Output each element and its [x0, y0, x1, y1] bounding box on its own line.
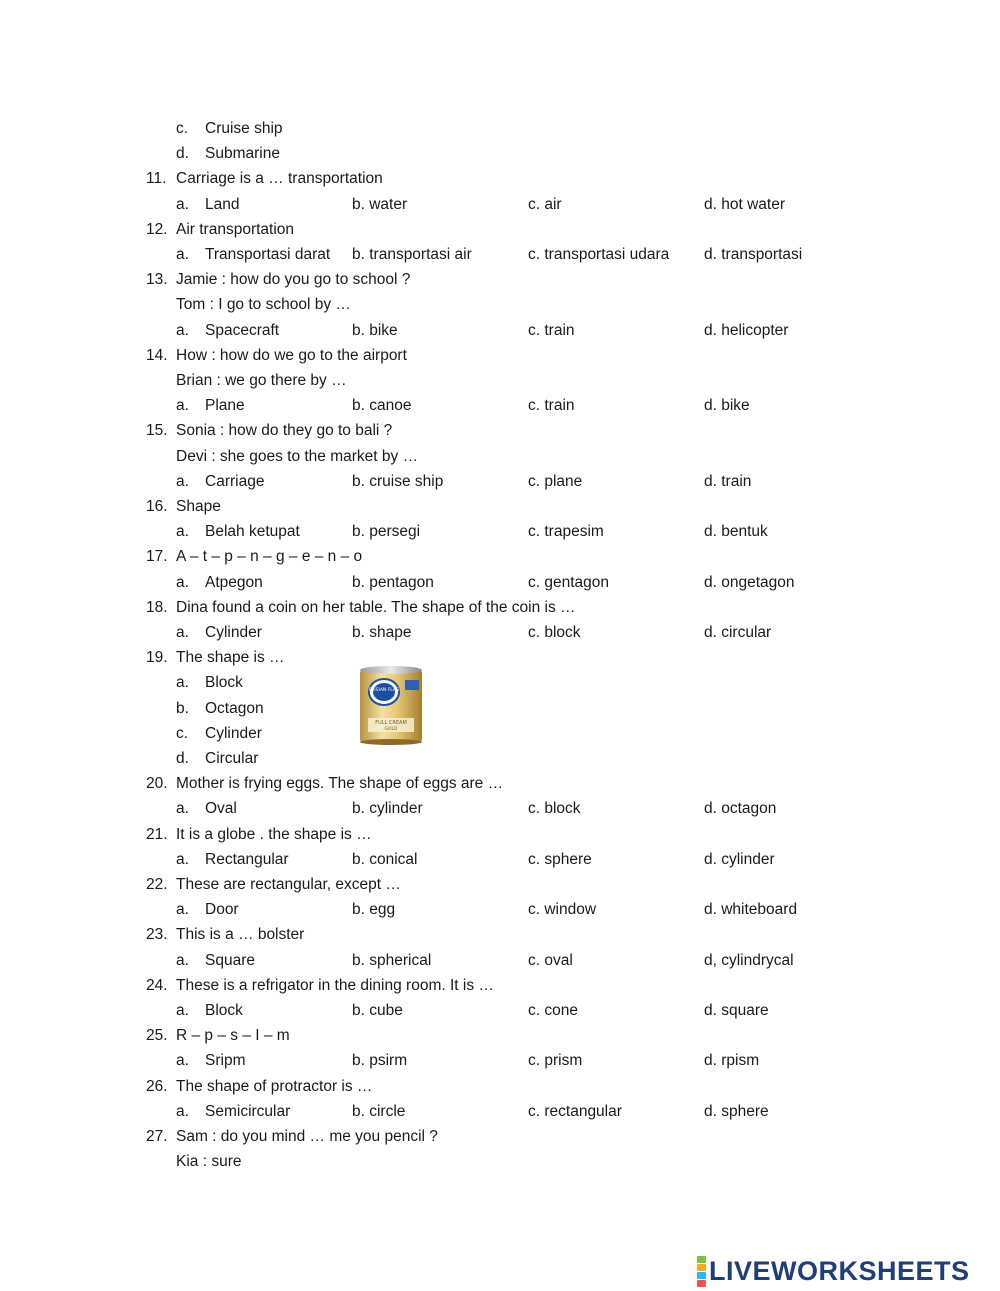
option-b[interactable]: b. pentagon: [352, 573, 434, 591]
option-letter: c.: [176, 120, 189, 137]
option-a[interactable]: Square: [205, 951, 255, 969]
question-row: [0, 544, 1000, 569]
question-number: 12.: [146, 220, 168, 238]
options-row: [0, 796, 1000, 821]
option-row: [0, 746, 1000, 771]
question-row: [0, 771, 1000, 796]
options-row: [0, 318, 1000, 343]
option-a-letter: a.: [176, 472, 189, 490]
option-d[interactable]: d. octagon: [704, 800, 777, 818]
option-a-letter: a.: [176, 195, 189, 213]
option-c[interactable]: c. train: [528, 321, 575, 339]
question-text: Sam : do you mind … me you pencil ?: [176, 1128, 438, 1145]
option-c[interactable]: c. cone: [528, 1002, 578, 1019]
option-c[interactable]: c. block: [528, 624, 581, 641]
option-a-letter: a.: [176, 1102, 189, 1120]
options-row: [0, 1099, 1000, 1124]
option-letter: c.: [176, 724, 189, 742]
option-a[interactable]: Spacecraft: [205, 321, 280, 339]
option-d[interactable]: d. cylinder: [704, 850, 775, 868]
option-c[interactable]: c. window: [528, 901, 597, 919]
option-text[interactable]: Cruise ship: [205, 120, 283, 137]
question-text: Jamie : how do you go to school ?: [176, 271, 411, 289]
question-text: Air transportation: [176, 220, 295, 238]
option-a[interactable]: Door: [205, 901, 239, 919]
question-number: 21.: [146, 825, 168, 843]
can-product-text: FULL CREAM: [375, 720, 407, 726]
options-row: [0, 570, 1000, 595]
question-number: 15.: [146, 422, 168, 440]
option-b[interactable]: b. transportasi air: [352, 246, 472, 263]
question-row: [0, 494, 1000, 519]
question-number: 26.: [146, 1077, 168, 1095]
question-text: How : how do we go to the airport: [176, 346, 407, 364]
question-text: Mother is frying eggs. The shape of eggs are …: [176, 775, 504, 793]
option-b[interactable]: b. shape: [352, 624, 412, 641]
question-number: 25.: [146, 1027, 168, 1045]
question-text: These is a refrigator in the dining room. It is …: [176, 976, 494, 994]
options-row: [0, 897, 1000, 922]
option-a-letter: a.: [176, 624, 189, 641]
logo-block: [697, 1280, 706, 1287]
option-a[interactable]: Rectangular: [205, 850, 289, 868]
option-d[interactable]: d. bike: [704, 397, 750, 415]
option-a[interactable]: Belah ketupat: [205, 523, 300, 541]
option-a[interactable]: Sripm: [205, 1052, 246, 1070]
logo-block: [697, 1272, 706, 1279]
option-letter: a.: [176, 674, 189, 692]
option-letter: d.: [176, 145, 189, 163]
question-text: R – p – s – I – m: [176, 1027, 290, 1045]
option-d[interactable]: d. train: [704, 472, 752, 490]
options-row: [0, 847, 1000, 872]
option-b[interactable]: b. bike: [352, 321, 398, 339]
options-row: [0, 519, 1000, 544]
option-letter: b.: [176, 699, 189, 717]
option-row: [0, 141, 1000, 166]
option-b[interactable]: b. cube: [352, 1002, 403, 1019]
option-a-letter: a.: [176, 523, 189, 541]
option-c[interactable]: c. train: [528, 397, 575, 415]
option-b[interactable]: b. cruise ship: [352, 472, 444, 490]
option-c[interactable]: c. gentagon: [528, 573, 610, 591]
logo-text: LIVEWORKSHEETS: [709, 1255, 970, 1286]
milk-can-image: [358, 664, 424, 746]
question-dialog-row: [0, 292, 1000, 317]
option-c[interactable]: c. rectangular: [528, 1102, 622, 1120]
option-d[interactable]: d. rpism: [704, 1052, 760, 1070]
question-row: [0, 645, 1000, 670]
option-a-letter: a.: [176, 1052, 189, 1070]
option-d[interactable]: d. square: [704, 1002, 769, 1019]
question-text: The shape of protractor is …: [176, 1077, 373, 1095]
option-c[interactable]: c. oval: [528, 951, 573, 969]
options-row: [0, 192, 1000, 217]
question-row: [0, 418, 1000, 443]
options-row: [0, 998, 1000, 1023]
option-text[interactable]: Submarine: [205, 145, 280, 163]
question-number: 22.: [146, 876, 168, 893]
options-row: [0, 242, 1000, 267]
option-d[interactable]: d, cylindrycal: [704, 951, 794, 969]
option-row: [0, 116, 1000, 141]
liveworksheets-logo: [697, 1255, 970, 1287]
question-number: 24.: [146, 976, 168, 994]
option-d[interactable]: d. circular: [704, 624, 772, 641]
question-dialog-row: [0, 368, 1000, 393]
option-b[interactable]: b. spherical: [352, 951, 432, 969]
option-c[interactable]: c. plane: [528, 472, 583, 490]
option-a-letter: a.: [176, 901, 189, 919]
option-a[interactable]: Cylinder: [205, 624, 262, 641]
can-brand-line1: FRISIAN FLAG: [368, 688, 400, 693]
option-d[interactable]: d. helicopter: [704, 321, 789, 339]
option-c[interactable]: c. prism: [528, 1052, 583, 1070]
question-text: Brian : we go there by …: [176, 372, 347, 389]
question-row: [0, 822, 1000, 847]
logo-color-blocks-icon: [697, 1256, 706, 1287]
option-a-letter: a.: [176, 246, 189, 263]
question-row: [0, 922, 1000, 947]
question-row: [0, 1023, 1000, 1048]
option-a[interactable]: Oval: [205, 800, 237, 818]
question-row: [0, 343, 1000, 368]
option-b[interactable]: b. psirm: [352, 1052, 408, 1070]
option-a[interactable]: Block: [205, 1002, 243, 1019]
option-d[interactable]: d. ongetagon: [704, 573, 795, 591]
option-a[interactable]: Plane: [205, 397, 245, 415]
option-b[interactable]: b. water: [352, 195, 408, 213]
option-b[interactable]: b. conical: [352, 850, 418, 868]
options-row: [0, 948, 1000, 973]
options-row: [0, 620, 1000, 645]
can-lid: [360, 666, 422, 674]
question-text: It is a globe . the shape is …: [176, 825, 372, 843]
option-a-letter: a.: [176, 1002, 189, 1019]
question-number: 13.: [146, 271, 168, 289]
logo-block: [697, 1256, 706, 1263]
option-c[interactable]: c. air: [528, 195, 562, 213]
question-text: This is a … bolster: [176, 926, 305, 944]
option-a-letter: a.: [176, 573, 189, 591]
option-a-letter: a.: [176, 321, 189, 339]
can-variant-text: GOLD: [384, 727, 398, 732]
option-a[interactable]: Land: [205, 195, 240, 213]
option-a[interactable]: Transportasi darat: [205, 246, 331, 263]
question-text: Sonia : how do they go to bali ?: [176, 422, 393, 440]
option-b[interactable]: b. persegi: [352, 523, 421, 541]
question-row: [0, 872, 1000, 897]
question-text: Dina found a coin on her table. The shape of the coin is …: [176, 598, 576, 616]
option-b[interactable]: b. canoe: [352, 397, 412, 415]
question-text: Carriage is a … transportation: [176, 170, 383, 188]
question-dialog-row: [0, 444, 1000, 469]
question-dialog-row: [0, 1149, 1000, 1174]
option-text[interactable]: Block: [205, 674, 243, 692]
option-a-letter: a.: [176, 850, 189, 868]
option-row: [0, 696, 1000, 721]
question-number: 19.: [146, 649, 168, 667]
question-number: 16.: [146, 498, 168, 515]
question-number: 11.: [146, 170, 167, 188]
option-c[interactable]: c. sphere: [528, 850, 592, 868]
question-text: These are rectangular, except …: [176, 876, 401, 893]
option-d[interactable]: d. sphere: [704, 1102, 769, 1120]
question-number: 14.: [146, 346, 168, 364]
logo-block: [697, 1264, 706, 1271]
options-row: [0, 1048, 1000, 1073]
option-a-letter: a.: [176, 800, 189, 818]
question-number: 20.: [146, 775, 168, 793]
question-text: Tom : I go to school by …: [176, 296, 351, 314]
option-d[interactable]: d. transportasi: [704, 246, 803, 263]
question-row: [0, 1074, 1000, 1099]
option-a[interactable]: Atpegon: [205, 573, 263, 591]
question-number: 17.: [146, 548, 168, 566]
option-b[interactable]: b. cylinder: [352, 800, 423, 818]
option-b[interactable]: b. egg: [352, 901, 396, 919]
option-c[interactable]: c. block: [528, 800, 581, 818]
question-text: Shape: [176, 498, 221, 515]
option-a[interactable]: Carriage: [205, 472, 265, 490]
question-number: 18.: [146, 598, 168, 616]
option-letter: d.: [176, 750, 189, 767]
option-c[interactable]: c. transportasi udara: [528, 246, 670, 263]
question-text: A – t – p – n – g – e – n – o: [176, 548, 363, 566]
question-row: [0, 217, 1000, 242]
option-b[interactable]: b. circle: [352, 1102, 406, 1120]
option-text[interactable]: Octagon: [205, 699, 264, 717]
options-row: [0, 393, 1000, 418]
option-a[interactable]: Semicircular: [205, 1102, 291, 1120]
options-row: [0, 469, 1000, 494]
question-row: [0, 595, 1000, 620]
option-text[interactable]: Cylinder: [205, 724, 262, 742]
question-number: 23.: [146, 926, 168, 944]
option-a-letter: a.: [176, 397, 189, 415]
question-text: Devi : she goes to the market by …: [176, 447, 419, 465]
question-row: [0, 166, 1000, 191]
option-d[interactable]: d. bentuk: [704, 523, 768, 541]
option-c[interactable]: c. trapesim: [528, 523, 604, 541]
option-d[interactable]: d. whiteboard: [704, 901, 798, 919]
question-row: [0, 1124, 1000, 1149]
question-row: [0, 267, 1000, 292]
question-text: Kia : sure: [176, 1153, 242, 1171]
question-text: The shape is …: [176, 649, 285, 667]
option-row: [0, 721, 1000, 746]
option-text[interactable]: Circular: [205, 750, 259, 767]
option-a-letter: a.: [176, 951, 189, 969]
question-row: [0, 973, 1000, 998]
question-number: 27.: [146, 1128, 168, 1145]
option-d[interactable]: d. hot water: [704, 195, 785, 213]
option-row: [0, 670, 1000, 695]
